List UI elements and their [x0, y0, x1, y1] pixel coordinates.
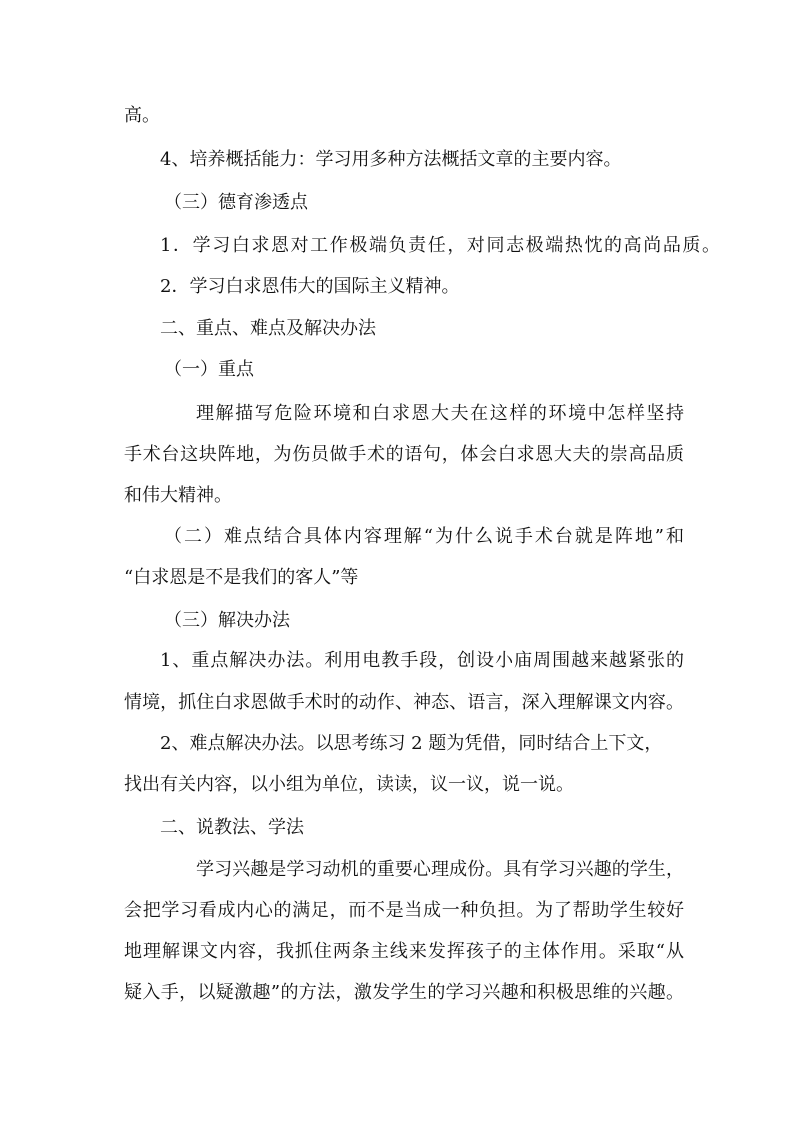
text-line-4: 1．学习白求恩对工作极端负责任，对同志极端热忱的高尚品质。	[160, 235, 720, 256]
subsection-heading-solution: （三）解决办法	[164, 610, 290, 631]
text-line-9: 手术台这块阵地，为伤员做手术的语句，体会白求恩大夫的崇高品质	[124, 444, 684, 465]
text-line-17: 找出有关内容，以小组为单位，读读，议一议，说一说。	[124, 774, 574, 795]
text-line-5: 2．学习白求恩伟大的国际主义精神。	[160, 276, 460, 297]
text-line-19: 学习兴趣是学习动机的重要心理成份。具有学习兴趣的学生，	[196, 859, 684, 880]
text-line-2: 4、培养概括能力：学习用多种方法概括文章的主要内容。	[160, 149, 622, 170]
text-line-1: 高。	[124, 105, 160, 126]
text-line-16: 2、难点解决办法。以思考练习 2 题为凭借，同时结合上下文，	[160, 733, 663, 754]
section-heading-moral: （三）德育渗透点	[164, 192, 308, 213]
text-line-20: 会把学习看成内心的满足，而不是当成一种负担。为了帮助学生较好	[124, 900, 684, 921]
text-line-14: 1、重点解决办法。利用电教手段，创设小庙周围越来越紧张的	[160, 650, 684, 671]
section-heading-methods: 二、说教法、学法	[160, 817, 304, 838]
subsection-heading-key: （一）重点	[164, 359, 254, 380]
subsection-heading-difficulty: （二）难点结合具体内容理解“为什么说手术台就是阵地”和	[164, 526, 684, 547]
text-line-21: 地理解课文内容，我抓住两条主线来发挥孩子的主体作用。采取“从	[124, 941, 684, 962]
text-line-8: 理解描写危险环境和白求恩大夫在这样的环境中怎样坚持	[196, 403, 684, 424]
text-line-12: “白求恩是不是我们的客人”等	[124, 567, 359, 588]
text-line-22: 疑入手，以疑激趣”的方法，激发学生的学习兴趣和积极思维的兴趣。	[124, 982, 684, 1003]
section-heading-keypoints: 二、重点、难点及解决办法	[160, 318, 376, 339]
text-line-10: 和伟大精神。	[124, 485, 232, 506]
text-line-15: 情境，抓住白求恩做手术时的动作、神态、语言，深入理解课文内容。	[124, 692, 684, 713]
